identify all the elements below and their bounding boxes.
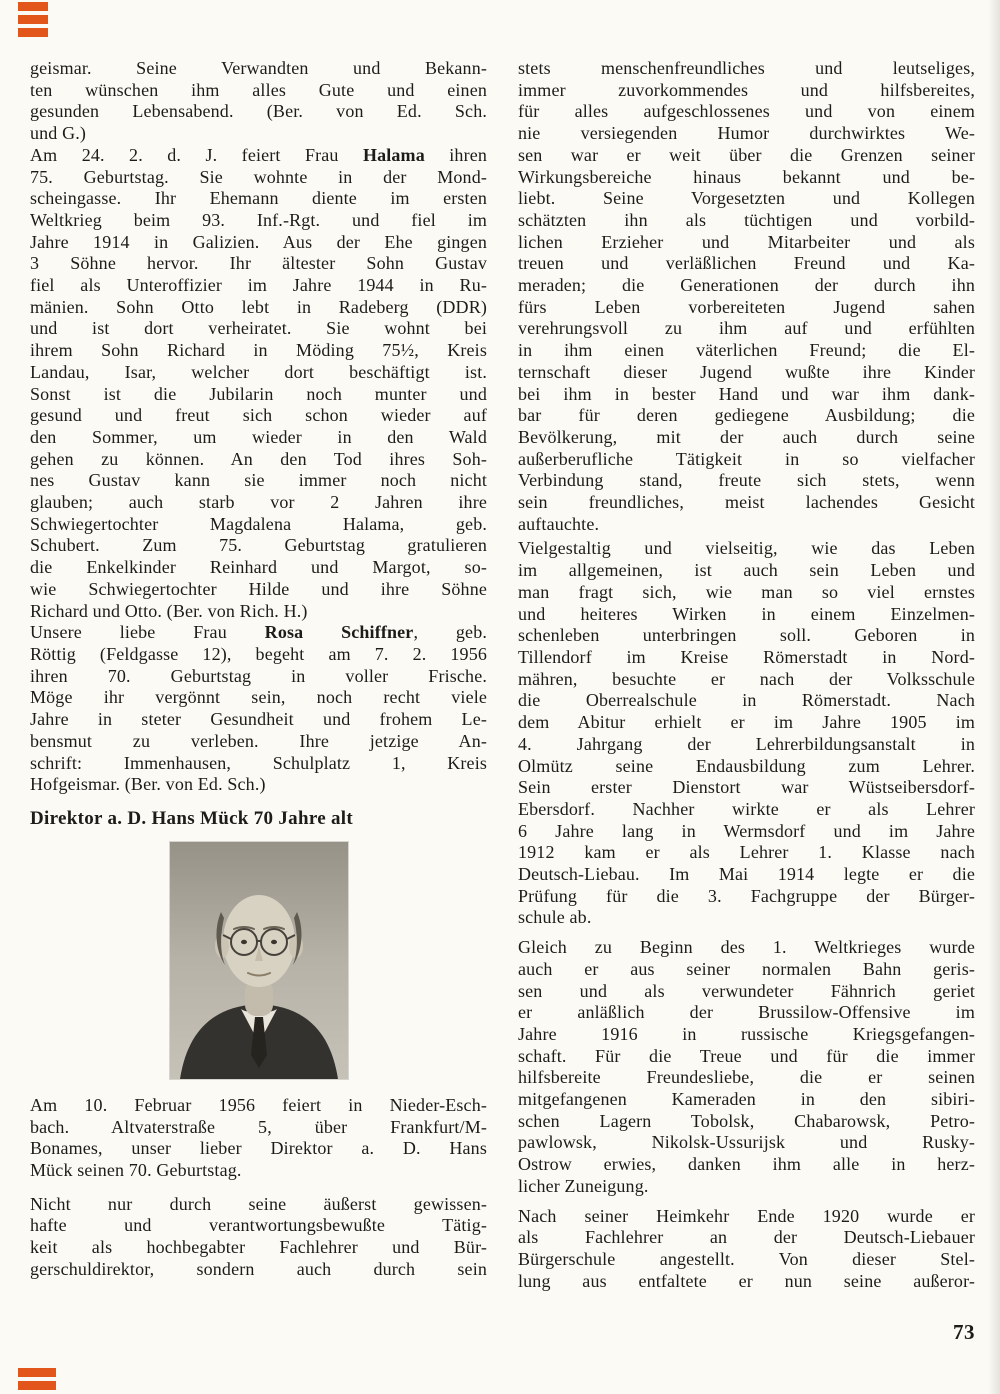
text-line: und G.) <box>30 123 87 144</box>
text-line: man fragt sich, wie man so viel ernstes <box>518 581 975 602</box>
text-line: Sonst ist die Jubilarin noch munter und <box>30 383 487 404</box>
paragraph-mueck-return <box>518 1206 975 1293</box>
paragraph-mueck-qualities <box>30 1194 487 1281</box>
text-line: er anläßlich der Brussilow-Offensive im <box>518 1002 975 1023</box>
text-line: und ist dort verheiratet. Sie wohnt bei <box>30 318 487 339</box>
text-line: bei ihm in bester Hand und war ihm dank- <box>518 383 975 404</box>
highlighted-name: Halama <box>362 144 425 165</box>
text-line: sen war er weit über die Grenzen seiner <box>518 144 975 165</box>
text-line: liebt. Seine Vorgesetzten und Kollegen <box>518 188 975 209</box>
text-line: schule ab. <box>518 907 592 928</box>
article-headline: Direktor a. D. Hans Mück 70 Jahre alt <box>30 807 354 829</box>
text-line: Sein erster Dienstort war Wüstseibersdorf- <box>518 777 975 798</box>
text-line: dem Abitur erhielt er im Jahre 1905 im <box>518 712 975 733</box>
text-line: keit als hochbegabter Fachlehrer und Bür- <box>30 1237 487 1258</box>
text-line: sen und als verwundeter Fähnrich geriet <box>518 980 975 1001</box>
text-line: Jahre 1914 in Galizien. Aus der Ehe gingen <box>30 231 487 252</box>
text-line: gerschuldirektor, sondern auch durch sein <box>30 1258 487 1279</box>
text-line: Möge ihr vergönnt sein, noch recht viele <box>30 687 487 708</box>
text-line: Vielgestaltig und vielseitig, wie das Leben <box>518 538 975 559</box>
text-line: glauben; auch starb vor 2 Jahren ihre <box>30 492 487 513</box>
text-line: geismar. Seine Verwandten und Bekann- <box>30 58 487 78</box>
text-line: lichen Erzieher und Mitarbeiter und als <box>518 231 975 252</box>
text-line: gesund und freut sich schon wieder auf <box>30 405 487 426</box>
paragraph-mueck-intro <box>30 1095 487 1182</box>
text-line: Röttig (Feldgasse 12), begeht am 7. 2. 1956 <box>30 643 487 664</box>
text-line: Richard und Otto. (Ber. von Rich. H.) <box>30 600 308 621</box>
text-line: mänien. Sohn Otto lebt in Radeberg (DDR) <box>30 296 487 317</box>
text-line: schaft. Für die Treue und für die immer <box>518 1045 975 1066</box>
text-line: gehen zu können. An den Tod ihres Soh- <box>30 448 487 469</box>
text-line: immer zuvorkommendes und hilfsbereites, <box>518 79 975 100</box>
text-line: fürs Leben vorbereiteten Jugend sahen <box>518 296 975 317</box>
text-line: nie versiegenden Humor durchwirktes We- <box>518 123 975 144</box>
text-line: auch er aus seiner normalen Bahn geris- <box>518 958 975 979</box>
paragraph-mueck-war <box>518 937 975 1197</box>
paragraph-schiffner-birthday <box>30 622 487 796</box>
text-columns <box>30 58 975 1292</box>
text-line: scheingasse. Ihr Ehemann diente im ersten <box>30 188 487 209</box>
text-line: hilfsbereite Freundesliebe, die er seinen <box>518 1067 975 1088</box>
text-line: gesunden Lebensabend. (Ber. von Ed. Sch. <box>30 101 487 122</box>
text-line: Jahre 1916 in russische Kriegsgefangen- <box>518 1023 975 1044</box>
text-line: Nach seiner Heimkehr Ende 1920 wurde er <box>518 1205 975 1226</box>
portrait-photo-illustration <box>170 842 348 1079</box>
text-line: Gleich zu Beginn des 1. Weltkrieges wurde <box>518 937 975 958</box>
text-line: schätzten ihn als tüchtigen und vorbild- <box>518 209 975 230</box>
print-color-mark-top <box>18 2 48 37</box>
text-line: den Sommer, um wieder in den Wald <box>30 426 487 447</box>
text-line: außerberufliche Tätigkeit in so vielfacher <box>518 448 975 469</box>
text-line: 75. Geburtstag. Sie wohnte in der Mond- <box>30 166 487 187</box>
text-line: Am 24. 2. d. J. feiert Frau Halama ihren <box>30 144 487 165</box>
text-line: ten wünschen ihm alles Gute und einen <box>30 79 487 100</box>
text-line: 4. Jahrgang der Lehrerbildungsanstalt in <box>518 733 975 754</box>
text-line: verehrungsvoll zu ihm auf und erfühlten <box>518 318 975 339</box>
text-line: die Enkelkinder Reinhard und Margot, so- <box>30 557 487 578</box>
text-line: Deutsch-Liebau. Im Mai 1914 legte er die <box>518 864 975 885</box>
text-line: mähren, besuchte er nach der Volksschule <box>518 668 975 689</box>
text-line: 1912 kam er als Lehrer 1. Klasse nach <box>518 842 975 863</box>
text-line: bensmut zu verleben. Ihre jetzige An- <box>30 730 487 751</box>
text-line: Weltkrieg beim 93. Inf.-Rgt. und fiel im <box>30 209 487 230</box>
text-line: Wirkungsbereiche hinaus bekannt und be- <box>518 166 975 187</box>
text-line: ternschaft dieser Jugend wußte ihre Kinder <box>518 361 975 382</box>
text-line: die Oberrealschule in Römerstadt. Nach <box>518 690 975 711</box>
text-line: Bevölkerung, mit der auch durch seine <box>518 426 975 447</box>
scan-edge-shadow <box>988 0 1000 1394</box>
text-line: pawlowsk, Nikolsk-Ussurijsk und Rusky- <box>518 1132 975 1153</box>
text-line: im allgemeinen, ist auch sein Leben und <box>518 560 975 581</box>
text-line: für alles aufgeschlossenes und von einem <box>518 101 975 122</box>
text-line: auftauchte. <box>518 513 600 534</box>
paragraph-halama-birthday <box>30 145 487 622</box>
text-line: nes Gustav kann sie immer noch nicht <box>30 470 487 491</box>
text-line: 6 Jahre lang in Wermsdorf und im Jahre <box>518 820 975 841</box>
paragraph-mueck-character <box>518 58 975 535</box>
text-line: und heiteres Wirken in einem Einzelmen- <box>518 603 975 624</box>
text-line: Unsere liebe Frau Rosa Schiffner, geb. <box>30 622 487 643</box>
print-color-mark-bottom <box>18 1368 56 1390</box>
text-line: Olmütz seine Endausbildung zum Lehrer. <box>518 755 975 776</box>
text-line: Schwiegertochter Magdalena Halama, geb. <box>30 513 487 534</box>
text-line: sein freundliches, meist lachendes Gesicht <box>518 492 975 513</box>
text-line: schrift: Immenhausen, Schulplatz 1, Kreis <box>30 752 487 773</box>
text-line: Landau, Isar, welcher dort beschäftigt ist. <box>30 361 487 382</box>
text-line: ihrem Sohn Richard in Möding 75½, Kreis <box>30 340 487 361</box>
text-line: Verbindung stand, freute sich stets, wenn <box>518 470 975 491</box>
paragraph-geismar-note <box>30 58 487 145</box>
text-line: treuen und verläßlichen Freund und Ka- <box>518 253 975 274</box>
text-line: als Fachlehrer an der Deutsch-Liebauer <box>518 1227 975 1248</box>
text-line: Bonames, unser lieber Direktor a. D. Hans <box>30 1138 487 1159</box>
text-line: schenleben unterbringen soll. Geboren in <box>518 625 975 646</box>
text-line: 3 Söhne hervor. Ihr ältester Sohn Gustav <box>30 253 487 274</box>
portrait-photo <box>170 842 348 1079</box>
text-line: in ihm einen väterlichen Freund; die El- <box>518 340 975 361</box>
text-line: Ostrow erwies, danken ihm alle in herz- <box>518 1154 975 1175</box>
text-line: Ebersdorf. Nachher wirkte er als Lehrer <box>518 798 975 819</box>
text-line: lung aus entfaltete er nun seine außeror- <box>518 1270 975 1291</box>
text-line: Hofgeismar. (Ber. von Ed. Sch.) <box>30 774 266 795</box>
text-line: Tillendorf im Kreise Römerstadt in Nord- <box>518 646 975 667</box>
text-line: fiel als Unteroffizier im Jahre 1944 in Ru- <box>30 275 487 296</box>
text-line: bar für deren gediegene Ausbildung; die <box>518 405 975 426</box>
text-line: Jahre in steter Gesundheit und frohem Le- <box>30 709 487 730</box>
text-line: Schubert. Zum 75. Geburtstag gratulieren <box>30 535 487 556</box>
text-line: schen Lagern Tobolsk, Chabarowsk, Petro- <box>518 1110 975 1131</box>
text-line: ihren 70. Geburtstag in voller Frische. <box>30 665 487 686</box>
text-line: Prüfung für die 3. Fachgruppe der Bürger- <box>518 885 975 906</box>
highlighted-name: Rosa Schiffner <box>264 622 414 643</box>
text-line: Am 10. Februar 1956 feiert in Nieder-Esch- <box>30 1094 487 1115</box>
text-line: hafte und verantwortungsbewußte Tätig- <box>30 1215 487 1236</box>
text-line: mitgefangenen Kameraden in den sibiri- <box>518 1089 975 1110</box>
text-line: meraden; die Generationen der durch ihn <box>518 275 975 296</box>
text-line: Bürgerschule angestellt. Von dieser Stel- <box>518 1248 975 1269</box>
paragraph-mueck-education <box>518 538 975 929</box>
text-line: licher Zuneigung. <box>518 1175 649 1196</box>
right-column <box>518 58 975 1292</box>
text-line: stets menschenfreundliches und leutseliges, <box>518 58 975 78</box>
text-line: wie Schwiegertochter Hilde und ihre Söhne <box>30 578 487 599</box>
page-number: 73 <box>953 1320 975 1344</box>
text-line: bach. Altvaterstraße 5, über Frankfurt/M- <box>30 1116 487 1137</box>
text-line: Nicht nur durch seine äußerst gewissen- <box>30 1193 487 1214</box>
text-line: Mück seinen 70. Geburtstag. <box>30 1160 242 1181</box>
left-column <box>30 58 487 1292</box>
